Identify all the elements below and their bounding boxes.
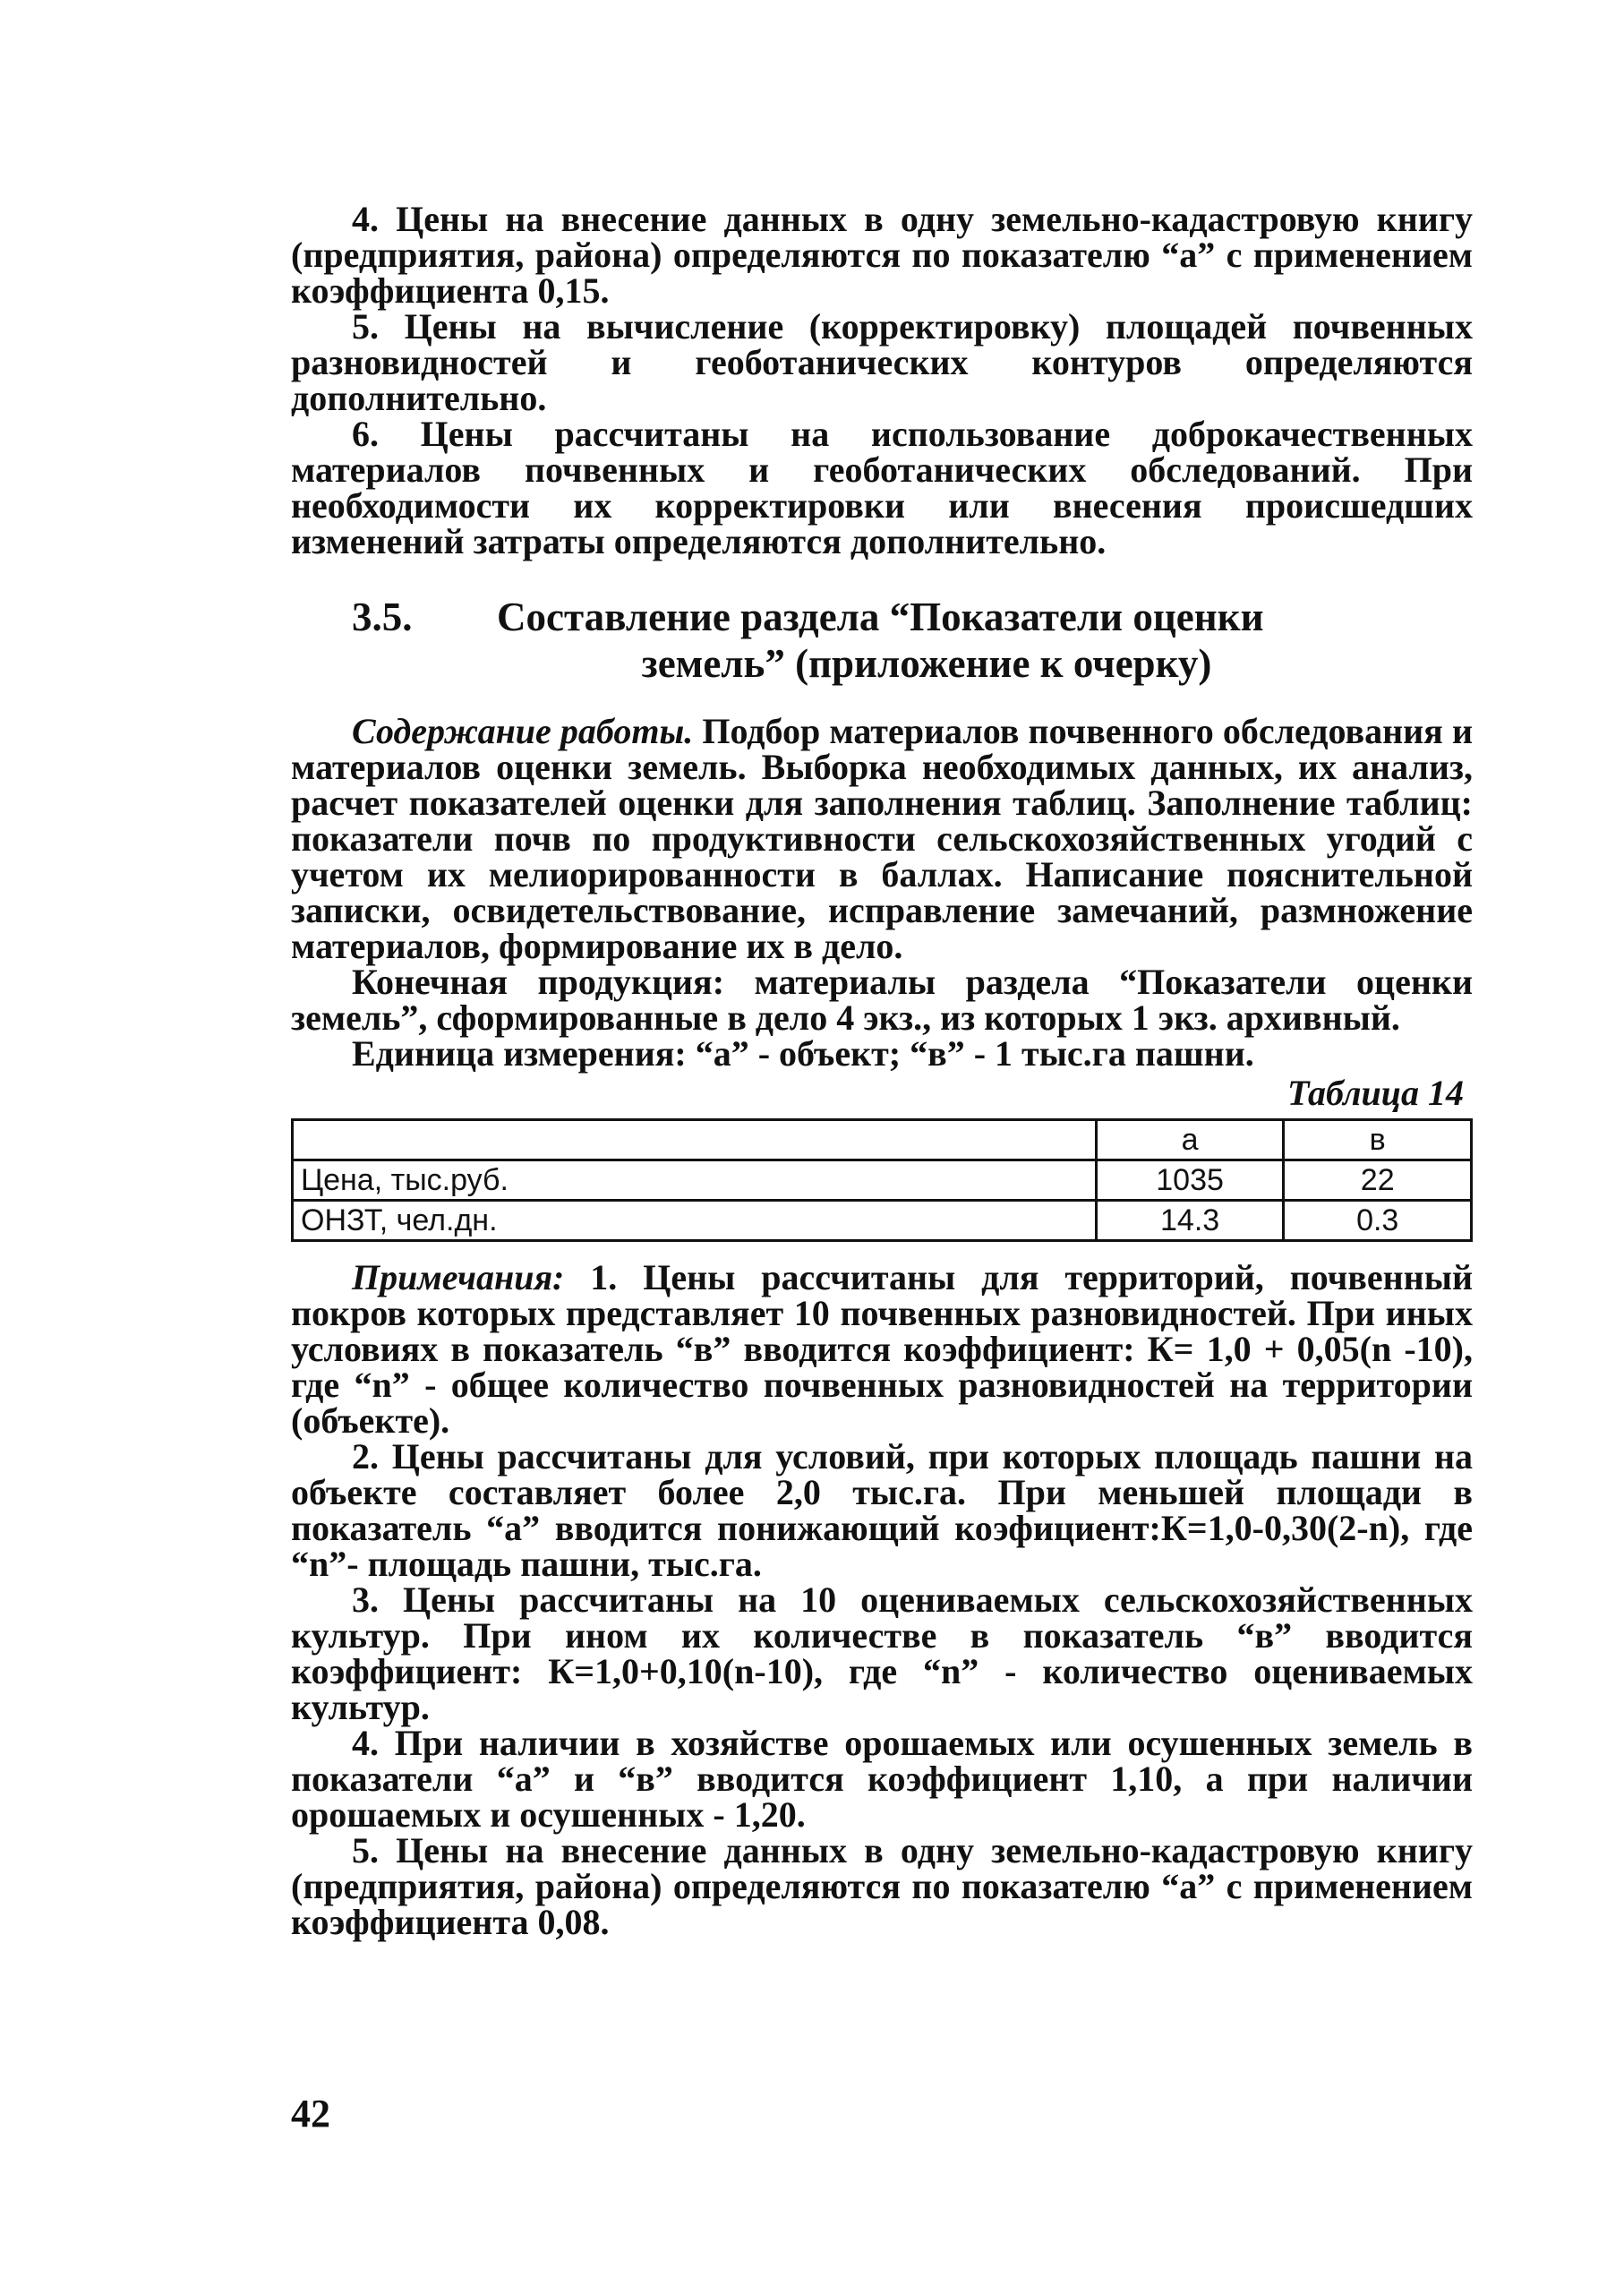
table-caption: Таблица 14 [1287,1073,1464,1113]
note-4: 4. При наличии в хозяйстве орошаемых или осушенных земель в показатели “а” и “в” вводится коэффициент 1,10, а при наличии орошаемых и осушенных - 1,20. [291,1723,1473,1835]
table-cell: 1035 [1096,1160,1284,1201]
note-1 [291,1257,1473,1441]
table-header-cell [293,1120,1097,1160]
paragraph-4: 4. Цены на внесение данных в одну земельно-кадастровую книгу (предприятия, района) определяются по показателю “а” с применением коэффициента 0,15. [291,199,1473,311]
table-cell: 14.3 [1096,1201,1284,1241]
page-number: 42 [291,2092,330,2136]
table-cell: Цена, тыс.руб. [293,1160,1097,1201]
note-3: 3. Цены рассчитаны на 10 оцениваемых сельскохозяйственных культур. При ином их количестве в показатель “в” вводится коэффициент: К=1,0+0,10(n-10), где “n” - количество оцениваемых культур. [291,1579,1473,1727]
work-content-label: Содержание работы. [352,711,694,751]
page-content [291,201,1473,1940]
table-header-cell: в [1284,1120,1472,1160]
note-5: 5. Цены на внесение данных в одну земельно-кадастровую книгу (предприятия, района) определяются по показателю “а” с применением коэффициента 0,08. [291,1830,1473,1942]
table-cell: 0.3 [1284,1201,1472,1241]
price-table [291,1118,1473,1242]
work-content-paragraph [291,711,1473,966]
table-row [293,1160,1472,1201]
section-number: 3.5. [352,595,413,639]
section-title-line-1: Составление раздела “Показатели оценки [497,595,1264,639]
final-product-paragraph: Конечная продукция: материалы раздела “Показатели оценки земель”, сформированные в дело 4 экз., из которых 1 экз. архивный. [291,962,1473,1038]
unit-of-measure: Единица измерения: “а” - объект; “в” - 1 тыс.га пашни. [352,1033,1254,1074]
paragraph-6: 6. Цены рассчитаны на использование доброкачественных материалов почвенных и геоботанических обследований. При необходимости их корректировки или внесения происшедших изменений затраты определяются дополнительно. [291,414,1473,561]
table-cell: 22 [1284,1160,1472,1201]
notes-label: Примечания: [352,1257,565,1297]
table-header-row [293,1120,1472,1160]
paragraph-5: 5. Цены на вычисление (корректировку) площадей почвенных разновидностей и геоботанических контуров определяются дополнительно. [291,306,1473,418]
note-2: 2. Цены рассчитаны для условий, при которых площадь пашни на объекте составляет более 2,0 тыс.га. При меньшей площади в показатель “а” вводится понижающий коэфициент:К=1,0-0,30(2-n), где “n”- площадь пашни, тыс.га. [291,1436,1473,1584]
section-heading [291,594,1473,687]
table-cell: ОНЗТ, чел.дн. [293,1201,1097,1241]
work-content-text: Подбор материалов почвенного обследования и материалов оценки земель. Выборка необходимых данных, их анализ, расчет показателей оценки для заполнения таблиц. Заполнение таблиц: показатели почв по продуктивности сельскохозяйственных угодий с учетом их мелиорированности в баллах. Написание пояснительной записки, освидетельствование, исправление замечаний, размножение материалов, формирование их в дело. [291,711,1473,966]
table-header-cell: а [1096,1120,1284,1160]
note-1-text: 1. Цены рассчитаны для территорий, почвенный покров которых представляет 10 почвенных разновидностей. При иных условиях в показатель “в” вводится коэффициент: К= 1,0 + 0,05(n -10), где “n” - общее количество почвенных разновидностей на территории (объекте). [291,1257,1473,1441]
notes-section [291,1257,1473,1942]
section-title-line-2: земель” (приложение к очерку) [641,641,1212,686]
table-row [293,1201,1472,1241]
